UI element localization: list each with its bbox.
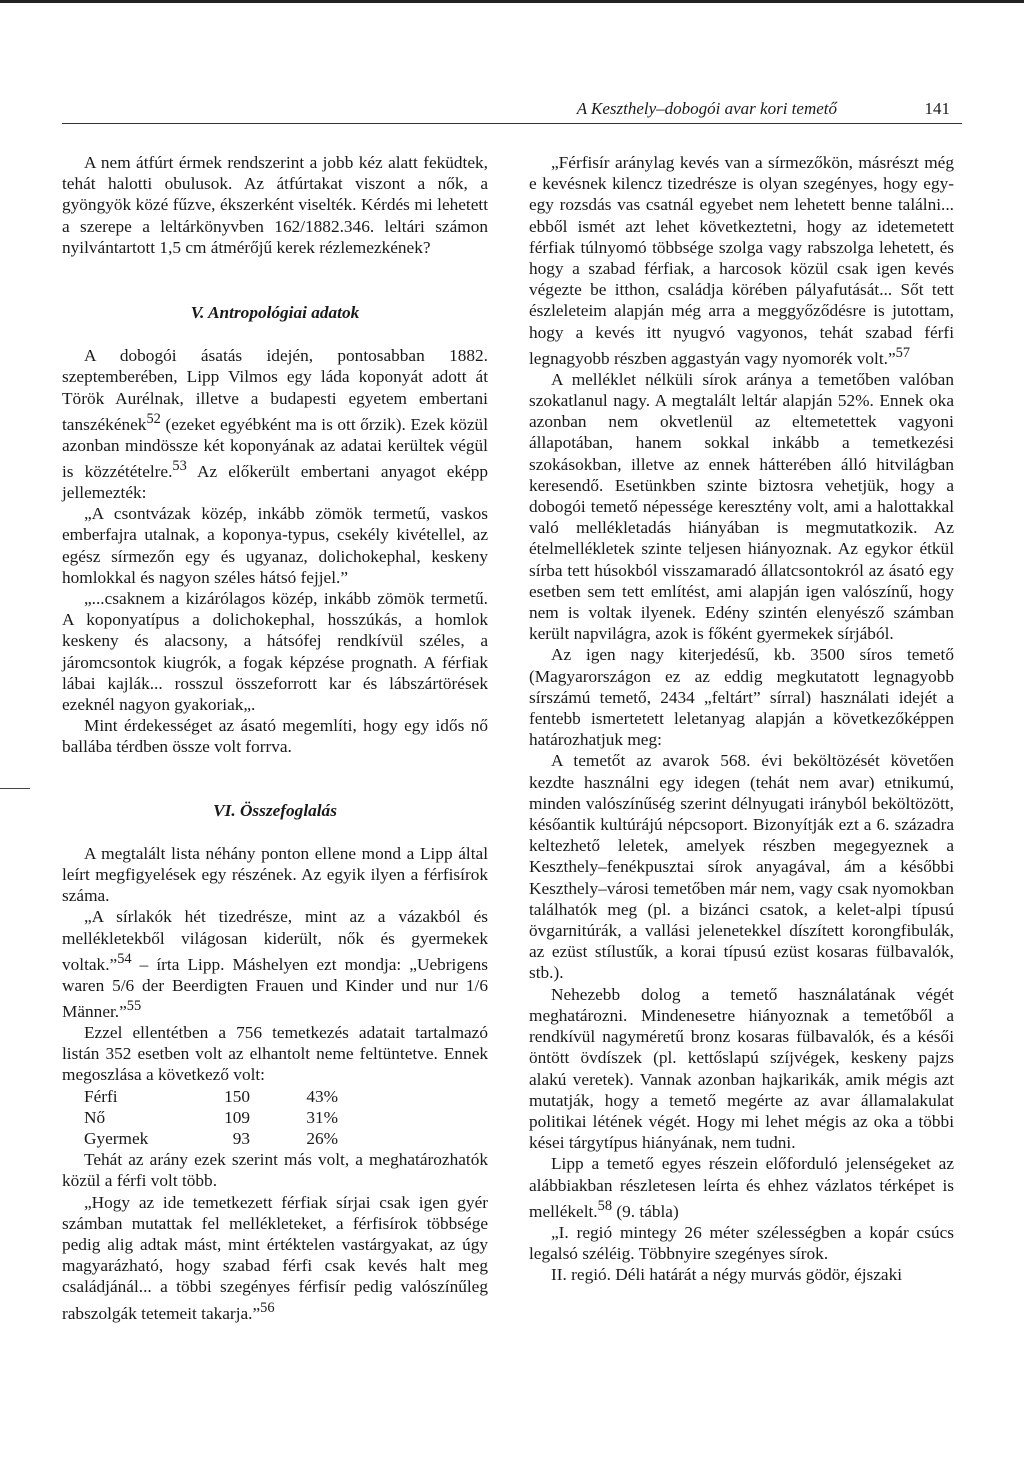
paragraph: A megtalált lista néhány ponton ellene mond a Lipp által leírt megfigyelések egy részének. Az egyik ilyen a férfisírok száma. <box>62 843 488 906</box>
table-cell: 31% <box>306 1107 338 1127</box>
quote-paragraph <box>529 152 954 369</box>
running-head <box>62 97 962 124</box>
footnote-ref: 53 <box>172 458 187 474</box>
table-row <box>84 1107 338 1128</box>
paragraph: Mint érdekességet az ásató megemlíti, hogy egy idős nő ballába térdben össze volt forrva. <box>62 716 488 757</box>
paragraph: II. regió. Déli határát a négy murvás gödör, éjszaki <box>551 1265 903 1285</box>
quote-paragraph <box>62 1192 488 1324</box>
footnote-ref: 56 <box>260 1299 275 1316</box>
paragraph <box>62 345 488 503</box>
paragraph: Tehát az arány ezek szerint más volt, a meghatározhatók közül a férfi volt több. <box>62 1150 488 1191</box>
top-border-rule <box>0 0 1024 3</box>
paragraph: A nem átfúrt érmek rendszerint a jobb kéz alatt feküdtek, tehát halotti obulusok. Az átfúrtakat viszont a nők, a gyöngyök közé fűzve, ékszerként viselték. Kérdés mi lehetett a szerepe a leltárkönyvben 162/1882.346. leltári számon nyilvántartott 1,5 cm átmérőjű kerek rézlemezkének? <box>62 153 488 257</box>
table-cell: 150 <box>224 1086 250 1106</box>
table-cell: 26% <box>306 1128 338 1148</box>
paragraph: A temetőt az avarok 568. évi beköltözését követően kezdte használni egy idegen (tehát nem avar) etnikumú, minden valószínűség szerint délnyugati irányból beköltözött, későantik kultúrájú népcsoport. Bizonyítják ezt a 6. századra keltezhető leletek, amelyek részben megegyeznek a Keszthely–fenékpusztai sírok anyagával, ám a későbbi Keszthely–városi temetőben már nem, vagy csak nyomokban találhatók meg (pl. a bizánci csatok, a kelet-alpi típusú övgarnitúrák, a vallási jelenetekkel díszített korongfibulák, az ezüst stílustűk, a korai típusú ezüst kosaras fülbavalók, stb.). <box>529 751 954 983</box>
running-head-title: A Keszthely–dobogói avar kori temető <box>576 99 837 118</box>
table-cell: 109 <box>224 1107 250 1127</box>
paragraph: Nehezebb dolog a temető használatának végét meghatározni. Mindenesetre hiányoznak a temetőből a rendkívül nagyméretű bronz kosaras fülbavalók, és a késői öntött övdíszek (pl. kettőslapú szíjvégek, keskeny pajzs alakú veretek). Vannak azonban hajkarikák, amik mégis azt mutatják, hogy a temető megérte az avar államalakulat politikai létének végét. Hogy mi lehet mégis az oka a többi kései tárgytípus hiányának, nem tudni. <box>529 984 954 1153</box>
footnote-ref: 58 <box>597 1197 613 1214</box>
text-run: „Hogy az ide temetkezett férfiak sírjai csak igen gyér számban mutattak fel mellékleteket, a férfisírok többsége pedig alig adtak mást, mint értéktelen vastárgyakat, az úgy magyarázható, hogy szabad férfi csak kevés halt meg családjánál... a többi szegényes férfisír pedig valószínűleg rabszolgák tetemeit takarja.” <box>62 1192 488 1323</box>
page-number: 141 <box>924 99 950 118</box>
table-cell: 43% <box>306 1086 338 1106</box>
footnote-ref: 54 <box>117 950 132 967</box>
table-cell: Gyermek <box>84 1128 149 1148</box>
table-row <box>84 1128 338 1149</box>
text-run: (ezeket egyébként ma is ott őrzik). Ezek közül azonban mindössze két koponyának az adatai kerültek végül is közzétételre. <box>62 414 488 481</box>
section-heading: VI. Összefoglalás <box>213 800 337 820</box>
left-column <box>62 152 488 1324</box>
quote-paragraph: „...csaknem a kizárólagos közép, inkább zömök termetű. A koponyatípus a dolichokephal, hosszúkás, a homlok keskeny és alacsony, a hátsófej rendkívül széles, a járomcsontok kiugrók, a fogak képzése prognath. A férfiak lábai kajlák... rosszul összeforrott kar és lábszártörések ezeknél nagyon gyakoriak„. <box>62 588 488 714</box>
text-run: A dobogói ásatás idején, pontosabban 1882. szeptemberében, Lipp Vilmos egy láda koponyát adott át Török Aurélnak, illetve a budapesti egyetem embertani tanszékének <box>62 346 488 434</box>
table-row <box>84 1086 338 1107</box>
paragraph <box>529 1153 954 1221</box>
footnote-ref: 55 <box>126 998 142 1014</box>
text-run: (9. tábla) <box>612 1201 679 1221</box>
text-run: „A sírlakók hét tizedrésze, mint az a vázakból és mellékletekből világosan kiderült, nők és gyermekek voltak.” <box>62 907 488 974</box>
paragraph: Ezzel ellentétben a 756 temetkezés adatait tartalmazó listán 352 esetben volt az elhantolt neme feltüntetve. Ennek megoszlása a következő volt: <box>62 1022 488 1085</box>
table-cell: Férfi <box>84 1086 118 1106</box>
right-column <box>529 152 954 1285</box>
table-cell: 93 <box>232 1128 250 1148</box>
section-heading: V. Antropológiai adatok <box>190 303 360 323</box>
margin-mark <box>0 788 30 789</box>
quote-paragraph: „A csontvázak közép, inkább zömök termetű, vaskos emberfajra utalnak, a koponya-typus, csekély kivétellel, az egész sírmezőn egy és ugyanaz, dolichokephal, keskeny homlokkal és nagyon széles hátsó fejjel.” <box>62 504 488 587</box>
quote-paragraph: „I. regió mintegy 26 méter szélességben a kopár csúcs legalsó széléig. Többnyire szegényes sírok. <box>529 1222 954 1263</box>
text-run: „Férfisír aránylag kevés van a sírmezőkön, másrészt még e kevésnek kilencz tizedrésze is olyan szegényes, hogy egy-egy rozsdás vas csatnál egyebet nem lehetett benne találni... ebből ismét azt lehet következtetni, hogy az idetemetett férfiak túlnyomó többsége szolga vagy rabszolga lehetett, és hogy a szabad férfiak, a harcosok közül csak igen kevés végezte be itthon, családja körében pályafutását... Sőt tett észleleteim alapján még arra a meggyőződésre is jutottam, hogy a kevés itt nyugvó vagyonos, tehát szabad férfi legnagyobb részben aggastyán vagy nyomorék volt.” <box>529 153 954 368</box>
quote-paragraph <box>62 906 488 1022</box>
text-run: Lipp a temető egyes részein előforduló jelenségeket az alábbiakban részletesen leírta és ehhez vázlatos térképet is mellékelt. <box>529 1154 954 1221</box>
text-run: Az előkerült embertani anyagot eképp jellemezték: <box>62 461 488 502</box>
paragraph: A melléklet nélküli sírok aránya a temetőben valóban szokatlanul nagy. A megtalált leltár alapján 52%. Ennek oka azonban nem okvetlenül az eltemetettek vagyoni állapotában, hanem sokkal inkább a temetkezési szokásokban, illetve az ennek hátterében álló hitvilágban keresendő. Esetünkben szinte biztosra vehetjük, hogy a dobogói temető népessége keresztény volt, ami a halottakkal való mellékletadás hiányában is megmutatkozik. Az ételmellékletek szinte teljesen hiányoznak. Az egykor étkül sírba tett húsokból visszamaradó állatcsontokról az ásató egy esetben sem tett említést, ami alapján igen valószínű, hogy nem is voltak ilyenek. Edény szintén elenyésző számban került napvilágra, azok is főként gyermekek sírjából. <box>529 369 954 644</box>
sex-distribution-table <box>84 1086 338 1150</box>
footnote-ref: 52 <box>146 410 161 427</box>
footnote-ref: 57 <box>895 344 911 361</box>
paragraph: Az igen nagy kiterjedésű, kb. 3500 síros temető (Magyarországon ez az eddig megkutatott legnagyobb sírszámú temető, 2434 „feltárt” sírral) használati idejét a fentebb ismertetett leletanyag alapján a következőképpen határozhatjuk meg: <box>529 645 954 750</box>
table-cell: Nő <box>84 1107 106 1127</box>
text-run: – írta Lipp. Máshelyen ezt mondja: „Uebrigens waren 5/6 der Beerdigten Frauen und Kinder und nur 1/6 Männer.” <box>62 954 488 1021</box>
